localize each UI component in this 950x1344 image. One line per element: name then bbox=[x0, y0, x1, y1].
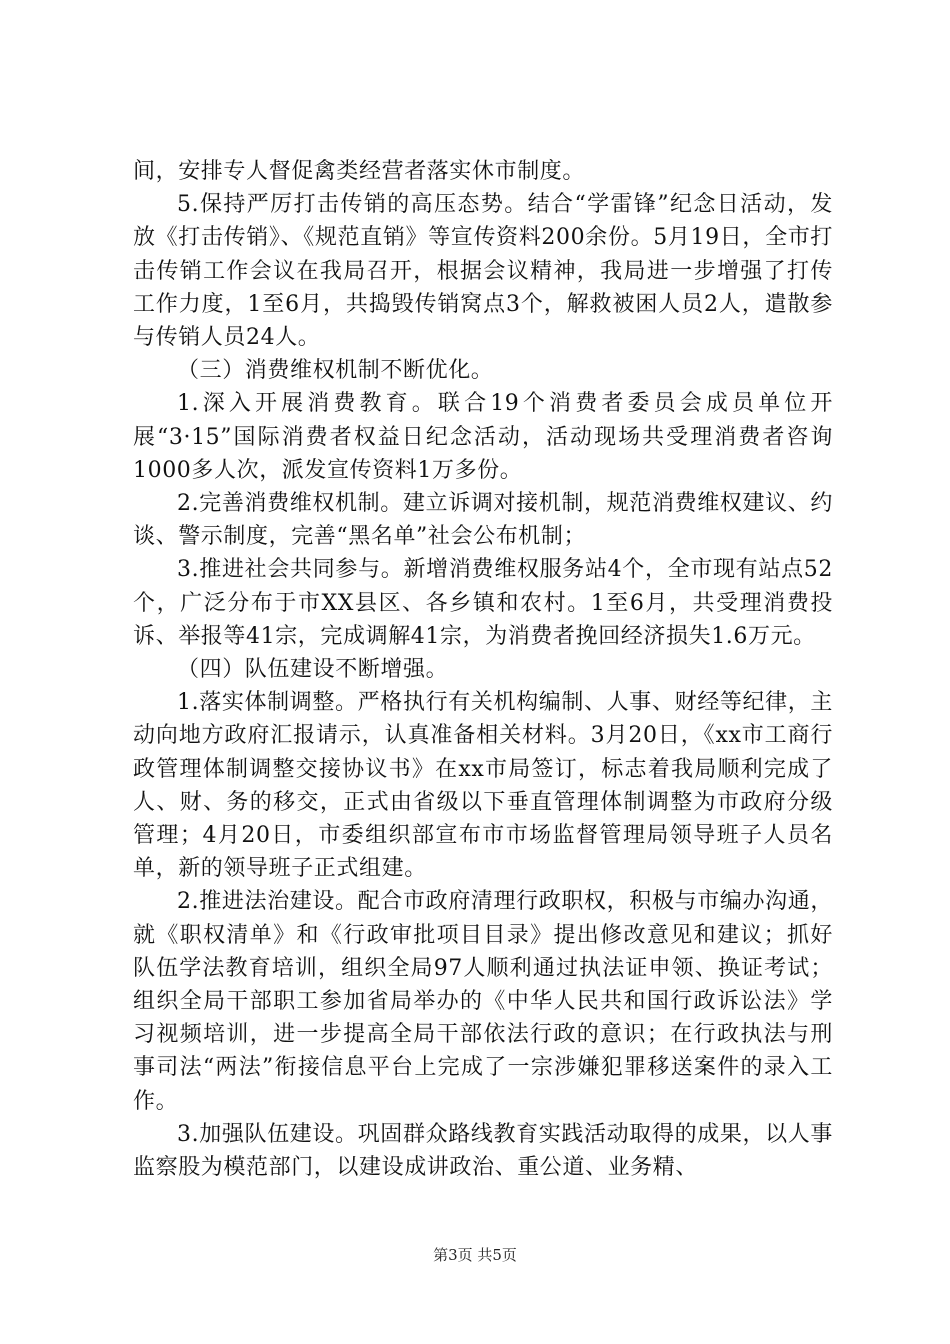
paragraph-rights-mechanism: 2.完善消费维权机制。建立诉调对接机制，规范消费维权建议、约谈、警示制度，完善“黑名单”社会公布机制； bbox=[133, 491, 833, 550]
paragraph-team-strengthening: 3.加强队伍建设。巩固群众路线教育实践活动取得的成果，以人事监察股为模范部门，以建设成讲政治、重公道、业务精、 bbox=[133, 1121, 833, 1181]
paragraph-continuation: 间，安排专人督促禽类经营者落实休市制度。 bbox=[133, 159, 586, 184]
paragraph-social-participation: 3.推进社会共同参与。新增消费维权服务站4个，全市现有站点52个，广泛分布于市XX县区、各乡镇和农村。1至6月，共受理消费投诉、举报等41宗，完成调解41宗，为消费者挽回经济损失1.6万元。 bbox=[133, 557, 833, 649]
paragraph-system-adjustment: 1.落实体制调整。严格执行有关机构编制、人事、财经等纪律，主动向地方政府汇报请示，认真准备相关材料。3月20日，《xx市工商行政管理体制调整交接协议书》在xx市局签订，标志着我局顺利完成了人、财、务的移交，正式由省级以下垂直管理体制调整为市政府分级管理；4月20日，市委组织部宣布市市场监督管理局领导班子人员名单，新的领导班子正式组建。 bbox=[133, 690, 833, 882]
section-heading-team-building: （四）队伍建设不断增强。 bbox=[177, 657, 449, 683]
page-footer: 第3页 共5页 bbox=[433, 1246, 517, 1264]
section-heading-consumer-rights: （三）消费维权机制不断优化。 bbox=[177, 358, 494, 384]
body-text bbox=[133, 155, 833, 1184]
paragraph-anti-pyramid: 5.保持严厉打击传销的高压态势。结合“学雷锋”纪念日活动，发放《打击传销》、《规范直销》等宣传资料200余份。5月19日，全市打击传销工作会议在我局召开，根据会议精神，我局进一步增强了打传工作力度，1至6月，共捣毁传销窝点3个，解救被困人员2人，遣散参与传销人员24人。 bbox=[133, 192, 833, 351]
paragraph-consumer-education: 1.深入开展消费教育。联合19个消费者委员会成员单位开展“3·15”国际消费者权益日纪念活动，活动现场共受理消费者咨询1000多人次，派发宣传资料1万多份。 bbox=[133, 391, 833, 483]
paragraph-rule-of-law: 2.推进法治建设。配合市政府清理行政职权，积极与市编办沟通，就《职权清单》和《行政审批项目目录》提出修改意见和建议；抓好队伍学法教育培训，组织全局97人顺利通过执法证申领、换证考试；组织全局干部职工参加省局举办的《中华人民共和国行政诉讼法》学习视频培训，进一步提高全局干部依法行政的意识；在行政执法与刑事司法“两法”衔接信息平台上完成了一宗涉嫌犯罪移送案件的录入工作。 bbox=[133, 889, 833, 1114]
